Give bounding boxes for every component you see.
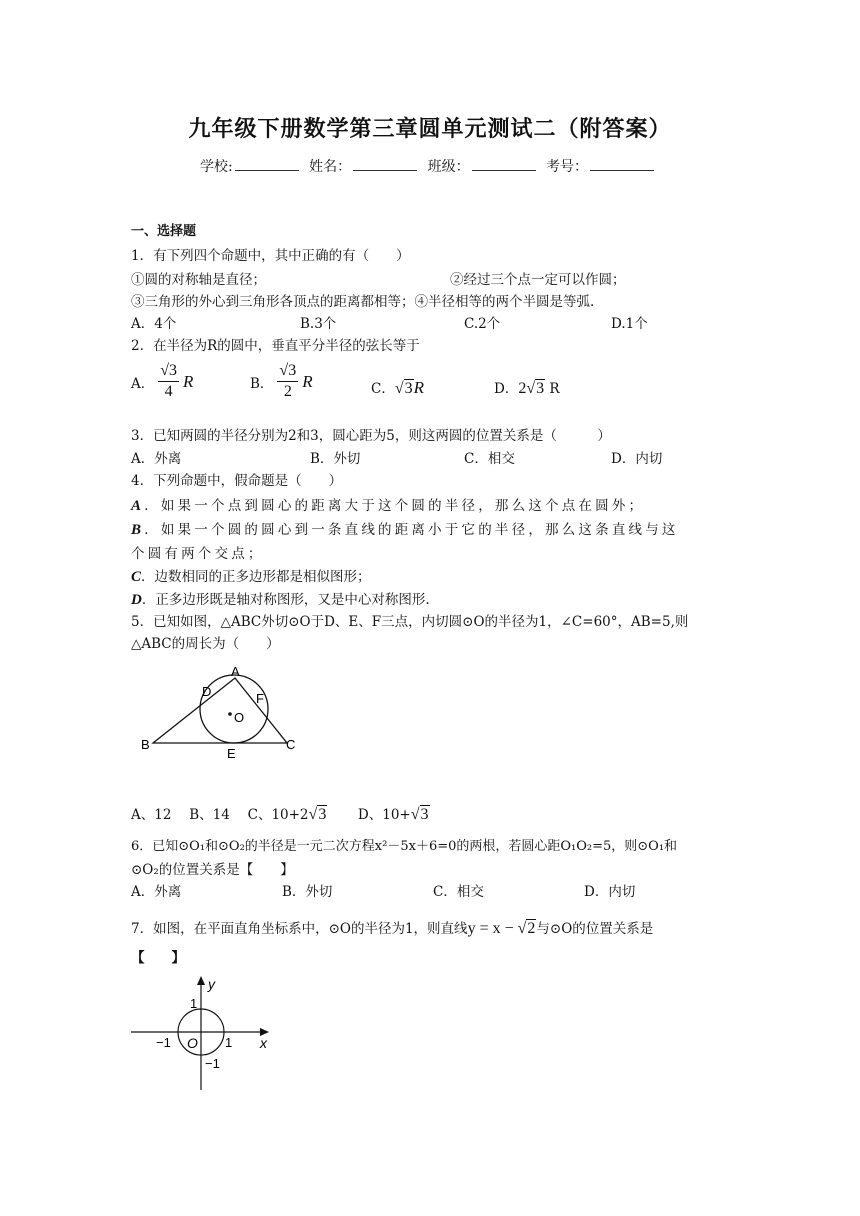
q5-options: A、12 B、14 C、10+2√3 D、10+√3 (131, 806, 429, 823)
q4-option-c: C．边数相同的正多边形都是相似图形； (131, 569, 371, 585)
x-label: x (260, 1035, 267, 1051)
label-o: O (234, 710, 245, 725)
tick-y-neg1: −1 (205, 1056, 220, 1071)
q5-triangle-figure (131, 660, 321, 770)
q2-option-b: B． $\frac{√3}{2}$ R (250, 362, 313, 400)
class-blank[interactable] (472, 158, 536, 171)
label-b: B (141, 737, 150, 752)
q1-option-c: C.2个 (464, 316, 501, 332)
q4-option-b-line2: 个圆有两个交点； (131, 546, 265, 562)
q6-option-a: A．外离 (131, 884, 182, 900)
q3-option-b: B．外切 (310, 451, 361, 467)
q4-option-b-line1: B．如果一个圆的圆心到一条直线的距离小于它的半径，那么这条直线与这 (131, 522, 679, 538)
page-title: 九年级下册数学第三章圆单元测试二（附答案） (188, 117, 672, 142)
school-label: 学校: (199, 159, 233, 175)
q6-stem-line2: ⊙O₂的位置关系是【 】 (131, 862, 294, 878)
tick-x-neg1: −1 (156, 1035, 171, 1050)
q7-stem: 7．如图，在平面直角坐标系中，⊙O的半径为1，则直线y = x − √2与⊙O的位置关系是 (131, 920, 654, 937)
q2-option-c: C．√3R (371, 378, 425, 397)
q2-option-a: A． $\frac{√3}{4}$ R (131, 362, 194, 400)
label-a: A (231, 664, 240, 679)
q3-option-d: D．内切 (611, 451, 663, 467)
exam-no-blank[interactable] (590, 158, 654, 171)
label-f: F (256, 691, 264, 706)
section-heading: 一、选择题 (131, 224, 197, 239)
q2-a-fraction: $\frac{√3}{4}$ (160, 362, 178, 400)
q1-statement-3: ③三角形的外心到三角形各顶点的距离都相等；④半径相等的两个半圆是等弧. (131, 294, 595, 310)
class-label: 班级： (427, 159, 470, 175)
label-e: E (227, 746, 236, 761)
q6-option-d: D．内切 (584, 884, 636, 900)
q1-stem: 1．有下列四个命题中，其中正确的有（ ） (131, 248, 410, 264)
q1-option-d: D.1个 (611, 316, 648, 332)
q3-option-c: C．相交 (464, 451, 515, 467)
tick-x-1: 1 (225, 1035, 233, 1050)
q1-statement-1: ①圆的对称轴是直径； (131, 272, 266, 288)
q5-stem-line2: △ABC的周长为（ ） (131, 636, 280, 652)
label-c: C (286, 737, 296, 752)
y-arrow (197, 976, 205, 985)
y-label: y (208, 976, 215, 992)
school-blank[interactable] (235, 158, 299, 171)
name-blank[interactable] (353, 158, 417, 171)
origin-label: O (187, 1035, 198, 1051)
q2-option-d: D．2√3 R (494, 380, 560, 397)
q1-statement-2: ②经过三个点一定可以作圆； (450, 272, 626, 288)
label-d: D (202, 684, 212, 699)
q6-stem-line1: 6．已知⊙O₁和⊙O₂的半径是一元二次方程x²－5x＋6=0的两根，若圆心距O₁O₂=5，则⊙O₁和 (131, 839, 678, 854)
q4-option-a: A．如果一个点到圆心的距离大于这个圆的半径，那么这个点在圆外； (131, 498, 646, 514)
q2-stem: 2．在半径为R的圆中，垂直平分半径的弦长等于 (131, 338, 420, 354)
q1-option-a: A．4个 (131, 316, 177, 332)
name-label: 姓名： (309, 159, 352, 175)
q1-option-b: B.3个 (300, 316, 337, 332)
center-dot (228, 712, 232, 716)
q5-stem-line1: 5．已知如图，△ABC外切⊙O于D、E、F三点，内切圆⊙O的半径为1，∠C=60°，AB=5,则 (131, 614, 689, 630)
q7-coordinate-figure (131, 970, 281, 1095)
q4-stem: 4．下列命题中，假命题是（ ） (131, 473, 343, 489)
q6-option-c: C．相交 (433, 884, 484, 900)
q7-answer-bracket: 【 】 (131, 950, 185, 966)
tick-y-1: 1 (190, 996, 198, 1011)
student-info-line (0, 156, 860, 176)
q3-stem: 3．已知两圆的半径分别为2和3，圆心距为5，则这两圆的位置关系是（ ） (131, 428, 611, 444)
q3-option-a: A．外离 (131, 451, 182, 467)
q2-b-fraction: $\frac{√3}{2}$ (279, 362, 297, 400)
exam-no-label: 考号： (546, 159, 589, 175)
triangle-abc (153, 678, 287, 743)
q6-option-b: B．外切 (282, 884, 333, 900)
q4-option-d: D．正多边形既是轴对称图形，又是中心对称图形. (131, 592, 430, 608)
